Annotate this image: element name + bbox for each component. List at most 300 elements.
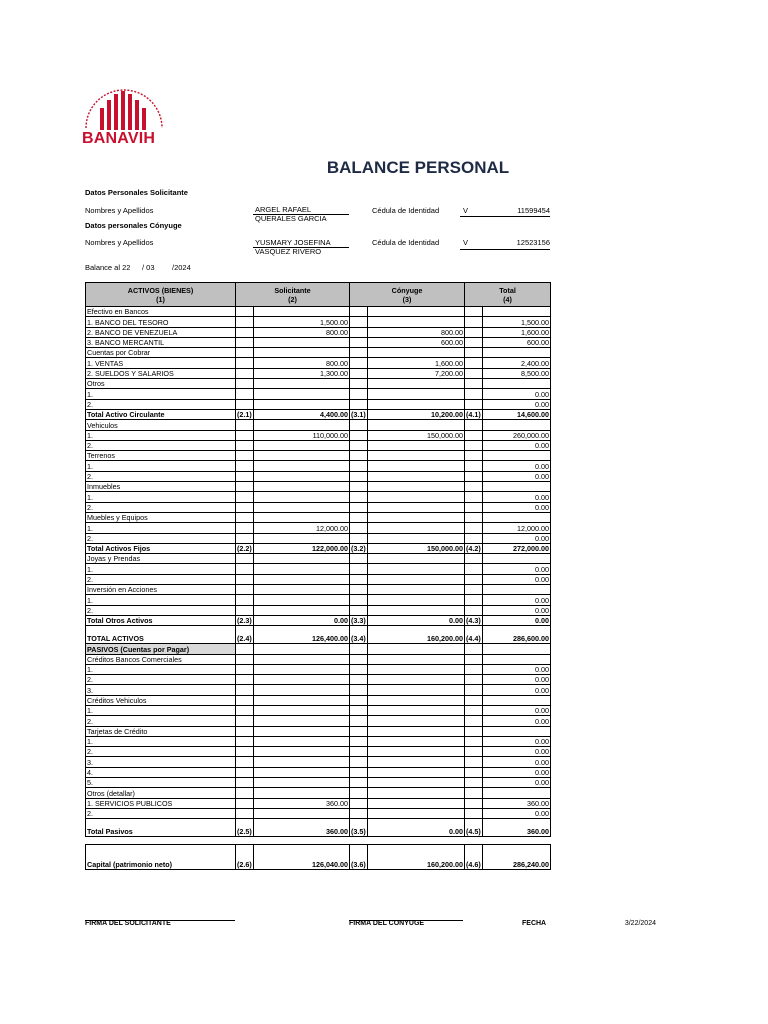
solicitante-value bbox=[254, 716, 350, 726]
conyuge-code bbox=[350, 471, 368, 481]
solicitante-code bbox=[236, 767, 254, 777]
conyuge-code bbox=[350, 716, 368, 726]
total-value: 0.00 bbox=[483, 502, 551, 512]
table-row bbox=[86, 819, 551, 837]
solicitante-code bbox=[236, 654, 254, 664]
page-title: BALANCE PERSONAL bbox=[326, 158, 510, 177]
row-label: 3. BANCO MERCANTIL bbox=[86, 337, 236, 347]
table-header-row bbox=[86, 283, 551, 307]
row-label: 2. bbox=[86, 574, 236, 584]
solicitante-value: 122,000.00 bbox=[254, 543, 350, 553]
total-value: 286,600.00 bbox=[483, 626, 551, 644]
header-total-title: Total bbox=[499, 285, 516, 295]
row-label: 3. bbox=[86, 757, 236, 767]
total-value bbox=[483, 348, 551, 358]
conyuge-ci-underline bbox=[460, 249, 550, 250]
total-value: 0.00 bbox=[483, 675, 551, 685]
solicitante-code bbox=[236, 726, 254, 736]
total-code bbox=[465, 451, 483, 461]
table-row bbox=[86, 605, 551, 615]
row-label: 1. VENTAS bbox=[86, 358, 236, 368]
total-code bbox=[465, 705, 483, 715]
conyuge-value bbox=[368, 716, 465, 726]
conyuge-value bbox=[368, 808, 465, 818]
row-label: Inmuebles bbox=[86, 482, 236, 492]
total-value: 12,000.00 bbox=[483, 523, 551, 533]
conyuge-code bbox=[350, 420, 368, 430]
table-row bbox=[86, 778, 551, 788]
row-label: 2. BANCO DE VENEZUELA bbox=[86, 327, 236, 337]
total-value: 0.00 bbox=[483, 747, 551, 757]
solicitante-code bbox=[236, 307, 254, 317]
total-code bbox=[465, 664, 483, 674]
solicitante-value bbox=[254, 533, 350, 543]
conyuge-value bbox=[368, 736, 465, 746]
total-value: 0.00 bbox=[483, 716, 551, 726]
gap-cell bbox=[483, 837, 551, 845]
total-value: 1,600.00 bbox=[483, 327, 551, 337]
solicitante-code bbox=[236, 564, 254, 574]
total-value bbox=[483, 788, 551, 798]
solicitante-name-line-1: ARGEL RAFAEL bbox=[255, 205, 311, 214]
total-value bbox=[483, 451, 551, 461]
total-code bbox=[465, 595, 483, 605]
solicitante-code bbox=[236, 451, 254, 461]
solicitante-value bbox=[254, 747, 350, 757]
table-row bbox=[86, 451, 551, 461]
table-row bbox=[86, 705, 551, 715]
conyuge-value: 160,200.00 bbox=[368, 626, 465, 644]
total-value: 0.00 bbox=[483, 492, 551, 502]
conyuge-value bbox=[368, 726, 465, 736]
solicitante-value: 12,000.00 bbox=[254, 523, 350, 533]
table-row bbox=[86, 695, 551, 705]
conyuge-code bbox=[350, 523, 368, 533]
total-code bbox=[465, 317, 483, 327]
gap-cell bbox=[465, 837, 483, 845]
row-label: 1. bbox=[86, 523, 236, 533]
conyuge-value bbox=[368, 471, 465, 481]
table-row bbox=[86, 307, 551, 317]
solicitante-code bbox=[236, 317, 254, 327]
table-row bbox=[86, 543, 551, 553]
conyuge-code bbox=[350, 389, 368, 399]
row-label: 2. bbox=[86, 808, 236, 818]
solicitante-value bbox=[254, 788, 350, 798]
total-value: 2,400.00 bbox=[483, 358, 551, 368]
row-label: Muebles y Equipos bbox=[86, 512, 236, 522]
table-row bbox=[86, 685, 551, 695]
conyuge-name-line-1: YUSMARY JOSEFINA bbox=[255, 238, 331, 247]
table-row bbox=[86, 747, 551, 757]
row-label: Joyas y Prendas bbox=[86, 554, 236, 564]
solicitante-code bbox=[236, 675, 254, 685]
conyuge-code: (3.4) bbox=[350, 626, 368, 644]
conyuge-value bbox=[368, 644, 465, 654]
conyuge-value bbox=[368, 778, 465, 788]
table-row bbox=[86, 574, 551, 584]
total-value bbox=[483, 644, 551, 654]
solicitante-value bbox=[254, 767, 350, 777]
solicitante-value bbox=[254, 808, 350, 818]
solicitante-ci-value: 11599454 bbox=[517, 206, 550, 215]
solicitante-code bbox=[236, 778, 254, 788]
total-value: 0.00 bbox=[483, 440, 551, 450]
solicitante-code bbox=[236, 523, 254, 533]
conyuge-code bbox=[350, 451, 368, 461]
row-label: Otros (detallar) bbox=[86, 788, 236, 798]
total-code: (4.2) bbox=[466, 544, 481, 554]
table-row bbox=[86, 808, 551, 818]
solicitante-name-line-2: QUERALES GARCIA bbox=[255, 214, 327, 223]
header-activos-title: ACTIVOS (BIENES) bbox=[127, 285, 194, 295]
total-value bbox=[483, 695, 551, 705]
total-value bbox=[483, 585, 551, 595]
total-code: (4.3) bbox=[466, 616, 481, 626]
conyuge-value bbox=[368, 788, 465, 798]
solicitante-code bbox=[236, 574, 254, 584]
conyuge-code bbox=[350, 307, 368, 317]
conyuge-value bbox=[368, 461, 465, 471]
conyuge-code bbox=[350, 685, 368, 695]
total-value: 0.00 bbox=[483, 664, 551, 674]
conyuge-code bbox=[350, 440, 368, 450]
table-row bbox=[86, 399, 551, 409]
conyuge-cedula-label: Cédula de Identidad bbox=[372, 238, 440, 247]
conyuge-value bbox=[368, 492, 465, 502]
firma-conyuge-label: FIRMA DEL CONYUGE bbox=[349, 920, 425, 927]
table-row bbox=[86, 798, 551, 808]
solicitante-value bbox=[254, 585, 350, 595]
conyuge-value bbox=[368, 654, 465, 664]
fecha-value: 3/22/2024 bbox=[624, 920, 656, 927]
row-label: PASIVOS (Cuentas por Pagar) bbox=[86, 644, 236, 654]
conyuge-value: 10,200.00 bbox=[368, 409, 465, 419]
conyuge-value bbox=[368, 379, 465, 389]
total-code bbox=[465, 644, 483, 654]
table-body bbox=[86, 307, 551, 870]
table-row bbox=[86, 716, 551, 726]
total-code: (4.5) bbox=[465, 819, 483, 837]
table-row bbox=[86, 564, 551, 574]
conyuge-code: (3.5) bbox=[350, 819, 368, 837]
solicitante-value bbox=[254, 451, 350, 461]
conyuge-value bbox=[368, 798, 465, 808]
row-label: Créditos Bancos Comerciales bbox=[86, 654, 236, 664]
total-code bbox=[465, 554, 483, 564]
solicitante-code: (2.5) bbox=[236, 819, 254, 837]
table-row bbox=[86, 379, 551, 389]
solicitante-code bbox=[236, 348, 254, 358]
solicitante-code bbox=[236, 471, 254, 481]
solicitante-code bbox=[236, 399, 254, 409]
solicitante-value: 360.00 bbox=[254, 819, 350, 837]
conyuge-code bbox=[350, 778, 368, 788]
conyuge-value bbox=[368, 317, 465, 327]
conyuge-value bbox=[368, 664, 465, 674]
table-row bbox=[86, 554, 551, 564]
conyuge-code bbox=[350, 368, 368, 378]
row-label: 2. bbox=[86, 471, 236, 481]
solicitante-value bbox=[254, 757, 350, 767]
solicitante-value bbox=[254, 654, 350, 664]
conyuge-value bbox=[368, 482, 465, 492]
solicitante-value: 110,000.00 bbox=[254, 430, 350, 440]
solicitante-code bbox=[236, 502, 254, 512]
table-row bbox=[86, 736, 551, 746]
banavih-logo bbox=[80, 82, 170, 150]
conyuge-code bbox=[350, 595, 368, 605]
table-row bbox=[86, 368, 551, 378]
row-label: 1. bbox=[86, 492, 236, 502]
solicitante-code bbox=[236, 585, 254, 595]
table-row bbox=[86, 675, 551, 685]
total-value: 0.00 bbox=[483, 399, 551, 409]
solicitante-code bbox=[236, 605, 254, 615]
total-code bbox=[465, 379, 483, 389]
solicitante-code bbox=[236, 358, 254, 368]
table-row bbox=[86, 420, 551, 430]
conyuge-value bbox=[368, 554, 465, 564]
total-value: 8,500.00 bbox=[483, 368, 551, 378]
total-code bbox=[465, 675, 483, 685]
solicitante-nacionalidad: V bbox=[463, 206, 469, 215]
header-total-num: (4) bbox=[503, 294, 512, 304]
conyuge-code bbox=[350, 492, 368, 502]
fecha-label: FECHA bbox=[522, 920, 547, 927]
conyuge-value bbox=[368, 389, 465, 399]
total-value: 0.00 bbox=[483, 767, 551, 777]
conyuge-code bbox=[350, 327, 368, 337]
total-code bbox=[465, 808, 483, 818]
conyuge-value bbox=[368, 595, 465, 605]
solicitante-value bbox=[254, 440, 350, 450]
conyuge-value bbox=[368, 420, 465, 430]
table-row bbox=[86, 726, 551, 736]
row-label: Total Activos Fijos bbox=[86, 543, 236, 553]
header-conyuge-num: (3) bbox=[402, 294, 412, 304]
conyuge-code bbox=[350, 461, 368, 471]
header-solicitante-title: Solicitante bbox=[274, 285, 311, 295]
conyuge-code bbox=[350, 358, 368, 368]
row-label: Total Pasivos bbox=[86, 819, 236, 837]
total-value: 0.00 bbox=[483, 615, 551, 625]
conyuge-code bbox=[350, 798, 368, 808]
solicitante-code bbox=[236, 440, 254, 450]
table-row bbox=[86, 626, 551, 644]
total-code bbox=[465, 389, 483, 399]
row-label: 1. SERVICIOS PUBLICOS bbox=[86, 798, 236, 808]
conyuge-code bbox=[350, 379, 368, 389]
solicitante-code bbox=[236, 337, 254, 347]
total-value bbox=[483, 654, 551, 664]
conyuge-code bbox=[350, 399, 368, 409]
solicitante-code: (2.4) bbox=[236, 626, 254, 644]
row-label: 5. bbox=[86, 778, 236, 788]
total-value bbox=[483, 512, 551, 522]
solicitante-nombres-label: Nombres y Apellidos bbox=[85, 206, 154, 215]
row-label: Efectivo en Bancos bbox=[86, 307, 236, 317]
row-label: 4. bbox=[86, 767, 236, 777]
solicitante-value bbox=[254, 675, 350, 685]
total-code bbox=[465, 492, 483, 502]
total-value: 272,000.00 bbox=[483, 543, 551, 553]
conyuge-code bbox=[350, 644, 368, 654]
table-row bbox=[86, 767, 551, 777]
total-code bbox=[465, 685, 483, 695]
row-label: 1. bbox=[86, 736, 236, 746]
total-value: 600.00 bbox=[483, 337, 551, 347]
table-row bbox=[86, 440, 551, 450]
conyuge-code bbox=[350, 675, 368, 685]
total-code bbox=[465, 368, 483, 378]
conyuge-code bbox=[350, 512, 368, 522]
total-value: 260,000.00 bbox=[483, 430, 551, 440]
solicitante-value bbox=[254, 502, 350, 512]
solicitante-value bbox=[254, 564, 350, 574]
solicitante-code bbox=[236, 492, 254, 502]
total-code bbox=[465, 798, 483, 808]
row-label: Inversión en Acciones bbox=[86, 585, 236, 595]
header-solicitante-num: (2) bbox=[288, 294, 297, 304]
total-value bbox=[483, 420, 551, 430]
conyuge-value bbox=[368, 747, 465, 757]
total-code bbox=[465, 430, 483, 440]
solicitante-value bbox=[254, 726, 350, 736]
solicitante-value: 1,500.00 bbox=[254, 317, 350, 327]
conyuge-value: 160,200.00 bbox=[368, 845, 465, 870]
total-code bbox=[465, 585, 483, 595]
total-value: 0.00 bbox=[483, 595, 551, 605]
row-label: Tarjetas de Crédito bbox=[86, 726, 236, 736]
conyuge-value: 0.00 bbox=[368, 819, 465, 837]
row-label: 3. bbox=[86, 685, 236, 695]
total-code bbox=[465, 523, 483, 533]
gap-cell bbox=[368, 837, 465, 845]
conyuge-code bbox=[350, 788, 368, 798]
total-value: 0.00 bbox=[483, 778, 551, 788]
conyuge-value bbox=[368, 523, 465, 533]
solicitante-value bbox=[254, 644, 350, 654]
total-code bbox=[465, 736, 483, 746]
total-code bbox=[465, 605, 483, 615]
table-row bbox=[86, 492, 551, 502]
total-code bbox=[465, 747, 483, 757]
conyuge-value bbox=[368, 685, 465, 695]
conyuge-code bbox=[350, 585, 368, 595]
row-label: 2. bbox=[86, 502, 236, 512]
conyuge-value bbox=[368, 451, 465, 461]
table-row bbox=[86, 409, 551, 419]
gap-cell bbox=[254, 837, 350, 845]
gap-cell bbox=[350, 837, 368, 845]
conyuge-code bbox=[350, 605, 368, 615]
conyuge-value bbox=[368, 440, 465, 450]
conyuge-value bbox=[368, 757, 465, 767]
table-row bbox=[86, 471, 551, 481]
table-row bbox=[86, 348, 551, 358]
total-value: 0.00 bbox=[483, 705, 551, 715]
solicitante-value: 800.00 bbox=[254, 327, 350, 337]
conyuge-value: 0.00 bbox=[368, 615, 465, 625]
conyuge-value bbox=[368, 767, 465, 777]
solicitante-code bbox=[236, 747, 254, 757]
balance-date-label: Balance al 22 bbox=[85, 263, 131, 272]
row-label: 2. bbox=[86, 716, 236, 726]
conyuge-code bbox=[350, 654, 368, 664]
total-value: 0.00 bbox=[483, 471, 551, 481]
solicitante-cedula-label: Cédula de Identidad bbox=[372, 206, 440, 215]
table-row bbox=[86, 837, 551, 845]
conyuge-value bbox=[368, 585, 465, 595]
conyuge-code bbox=[350, 747, 368, 757]
total-code: (4.6) bbox=[465, 845, 483, 870]
total-code bbox=[465, 440, 483, 450]
conyuge-code: (3.3) bbox=[351, 616, 366, 626]
solicitante-value bbox=[254, 778, 350, 788]
total-code bbox=[465, 778, 483, 788]
solicitante-value bbox=[254, 492, 350, 502]
total-code bbox=[465, 327, 483, 337]
solicitante-value bbox=[254, 307, 350, 317]
total-code bbox=[465, 757, 483, 767]
table-row bbox=[86, 533, 551, 543]
table-row bbox=[86, 430, 551, 440]
total-value: 286,240.00 bbox=[483, 845, 551, 870]
solicitante-value bbox=[254, 461, 350, 471]
conyuge-section-header: Datos personales Cónyuge bbox=[85, 221, 182, 230]
solicitante-code bbox=[236, 798, 254, 808]
conyuge-code bbox=[350, 757, 368, 767]
row-label: 1. bbox=[86, 664, 236, 674]
conyuge-value bbox=[368, 705, 465, 715]
total-value: 360.00 bbox=[483, 819, 551, 837]
total-value: 0.00 bbox=[483, 685, 551, 695]
solicitante-value bbox=[254, 389, 350, 399]
header-activos bbox=[86, 283, 236, 307]
header-total bbox=[465, 283, 551, 307]
total-code bbox=[465, 399, 483, 409]
conyuge-name-line-2: VASQUEZ RIVERO bbox=[255, 247, 322, 256]
solicitante-code bbox=[236, 644, 254, 654]
conyuge-value bbox=[368, 399, 465, 409]
conyuge-code: (3.6) bbox=[350, 845, 368, 870]
conyuge-code bbox=[350, 808, 368, 818]
solicitante-value: 126,040.00 bbox=[254, 845, 350, 870]
solicitante-code bbox=[236, 420, 254, 430]
row-label: 1. bbox=[86, 389, 236, 399]
logo-wordmark: BANAVIH bbox=[82, 130, 156, 147]
total-value: 0.00 bbox=[483, 461, 551, 471]
table-row bbox=[86, 389, 551, 399]
table-row bbox=[86, 502, 551, 512]
solicitante-value bbox=[254, 471, 350, 481]
solicitante-code bbox=[236, 554, 254, 564]
conyuge-value: 150,000.00 bbox=[368, 543, 465, 553]
total-value: 0.00 bbox=[483, 574, 551, 584]
total-code bbox=[465, 348, 483, 358]
solicitante-code bbox=[236, 716, 254, 726]
conyuge-nombres-label: Nombres y Apellidos bbox=[85, 238, 154, 247]
row-label: 2. bbox=[86, 605, 236, 615]
total-code bbox=[465, 726, 483, 736]
row-label: Capital (patrimonio neto) bbox=[86, 845, 236, 870]
conyuge-code bbox=[350, 574, 368, 584]
solicitante-code: (2.2) bbox=[237, 544, 252, 554]
solicitante-value bbox=[254, 420, 350, 430]
conyuge-code: (3.2) bbox=[351, 544, 366, 554]
solicitante-section-header: Datos Personales Solicitante bbox=[85, 188, 188, 197]
